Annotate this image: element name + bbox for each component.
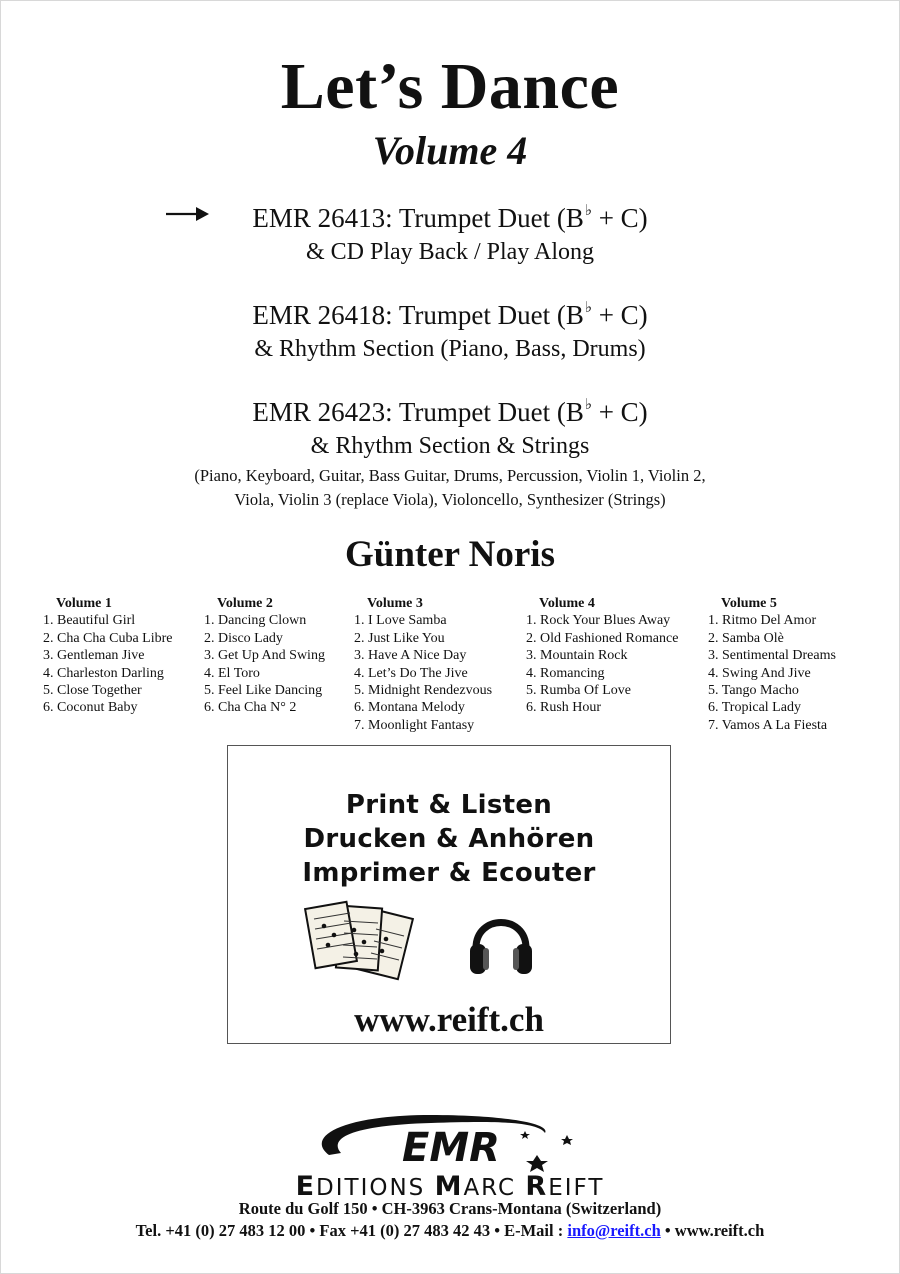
list-item: 6. Montana Melody xyxy=(354,700,465,716)
volume-heading: Volume 3 xyxy=(367,596,423,611)
list-item: 7. Moonlight Fantasy xyxy=(354,717,475,733)
instrumentation-line-2: Viola, Violin 3 (replace Viola), Violoncello, Synthesizer (Strings) xyxy=(234,490,666,509)
headphones-icon xyxy=(466,904,536,982)
list-item: 4. Let’s Do The Jive xyxy=(354,665,468,681)
list-item: 2. Cha Cha Cuba Libre xyxy=(43,630,173,646)
list-item: 3. Mountain Rock xyxy=(526,648,628,664)
list-item: 2. Old Fashioned Romance xyxy=(526,630,679,646)
email-link[interactable]: info@reift.ch xyxy=(567,1221,661,1240)
page-title: Let’s Dance xyxy=(280,50,620,123)
list-item: 1. I Love Samba xyxy=(354,613,447,629)
volume-heading: Volume 1 xyxy=(56,596,112,611)
list-item: 6. Coconut Baby xyxy=(43,700,138,716)
list-item: 7. Vamos A La Fiesta xyxy=(708,717,828,733)
list-item: 2. Just Like You xyxy=(354,630,445,646)
edition-2-title: EMR 26418: Trumpet Duet (B♭ + C) xyxy=(252,300,648,330)
promo-line-french: Imprimer & Ecouter xyxy=(302,858,596,888)
volume-heading: Volume 4 xyxy=(539,596,595,611)
volume-list-1 xyxy=(43,595,172,717)
volume-list-2 xyxy=(204,595,325,717)
list-item: 1. Dancing Clown xyxy=(204,613,307,629)
promo-line-english: Print & Listen xyxy=(345,790,553,820)
list-item: 4. El Toro xyxy=(204,665,260,681)
volume-list-5 xyxy=(708,595,836,734)
promo-line-german: Drucken & Anhören xyxy=(303,824,595,854)
list-item: 3. Sentimental Dreams xyxy=(708,648,836,664)
list-item: 4. Romancing xyxy=(526,665,605,681)
edition-2-subtitle: & Rhythm Section (Piano, Bass, Drums) xyxy=(254,336,646,362)
list-item: 5. Midnight Rendezvous xyxy=(354,683,493,699)
list-item: 3. Gentleman Jive xyxy=(43,648,145,664)
list-item: 6. Rush Hour xyxy=(526,700,602,716)
edition-3-subtitle: & Rhythm Section & Strings xyxy=(310,433,590,459)
page-subtitle: Volume 4 xyxy=(372,128,528,173)
volume-list-3 xyxy=(354,595,492,734)
emr-logo xyxy=(301,1111,601,1173)
list-item: 5. Feel Like Dancing xyxy=(204,683,323,699)
volume-heading: Volume 5 xyxy=(721,596,777,611)
list-item: 6. Cha Cha N° 2 xyxy=(204,700,297,716)
print-listen-box xyxy=(227,745,671,1044)
sheet-music-icon xyxy=(304,899,414,989)
composer-name: Günter Noris xyxy=(344,534,555,575)
edition-3-title: EMR 26423: Trumpet Duet (B♭ + C) xyxy=(252,397,648,427)
list-item: 2. Disco Lady xyxy=(204,630,283,646)
list-item: 4. Charleston Darling xyxy=(43,665,164,681)
list-item: 4. Swing And Jive xyxy=(708,665,811,681)
list-item: 5. Tango Macho xyxy=(708,683,799,699)
logo-text: EMR xyxy=(402,1125,500,1171)
list-item: 3. Get Up And Swing xyxy=(204,648,325,664)
list-item: 5. Rumba Of Love xyxy=(526,683,631,699)
edition-1-title: EMR 26413: Trumpet Duet (B♭ + C) xyxy=(252,203,648,233)
list-item: 3. Have A Nice Day xyxy=(354,648,467,664)
publisher-address: Route du Golf 150 • CH-3963 Crans-Montana (Switzerland) xyxy=(238,1199,662,1218)
volume-heading: Volume 2 xyxy=(217,596,273,611)
publisher-name: EDITIONS MARC REIFT xyxy=(295,1171,605,1202)
list-item: 2. Samba Olè xyxy=(708,630,784,646)
list-item: 1. Ritmo Del Amor xyxy=(708,613,817,629)
list-item: 1. Beautiful Girl xyxy=(43,613,136,629)
list-item: 1. Rock Your Blues Away xyxy=(526,613,671,629)
instrumentation-line-1: (Piano, Keyboard, Guitar, Bass Guitar, Drums, Percussion, Violin 1, Violin 2, xyxy=(194,466,706,485)
volume-list-4 xyxy=(526,595,678,717)
list-item: 5. Close Together xyxy=(43,683,142,699)
publisher-contact: Tel. +41 (0) 27 483 12 00 • Fax +41 (0) 27 483 42 43 • E-Mail : info@reift.ch • www.reift.ch xyxy=(135,1221,765,1240)
promo-url: www.reift.ch xyxy=(354,1000,544,1039)
edition-1-subtitle: & CD Play Back / Play Along xyxy=(306,239,594,265)
list-item: 6. Tropical Lady xyxy=(708,700,801,716)
